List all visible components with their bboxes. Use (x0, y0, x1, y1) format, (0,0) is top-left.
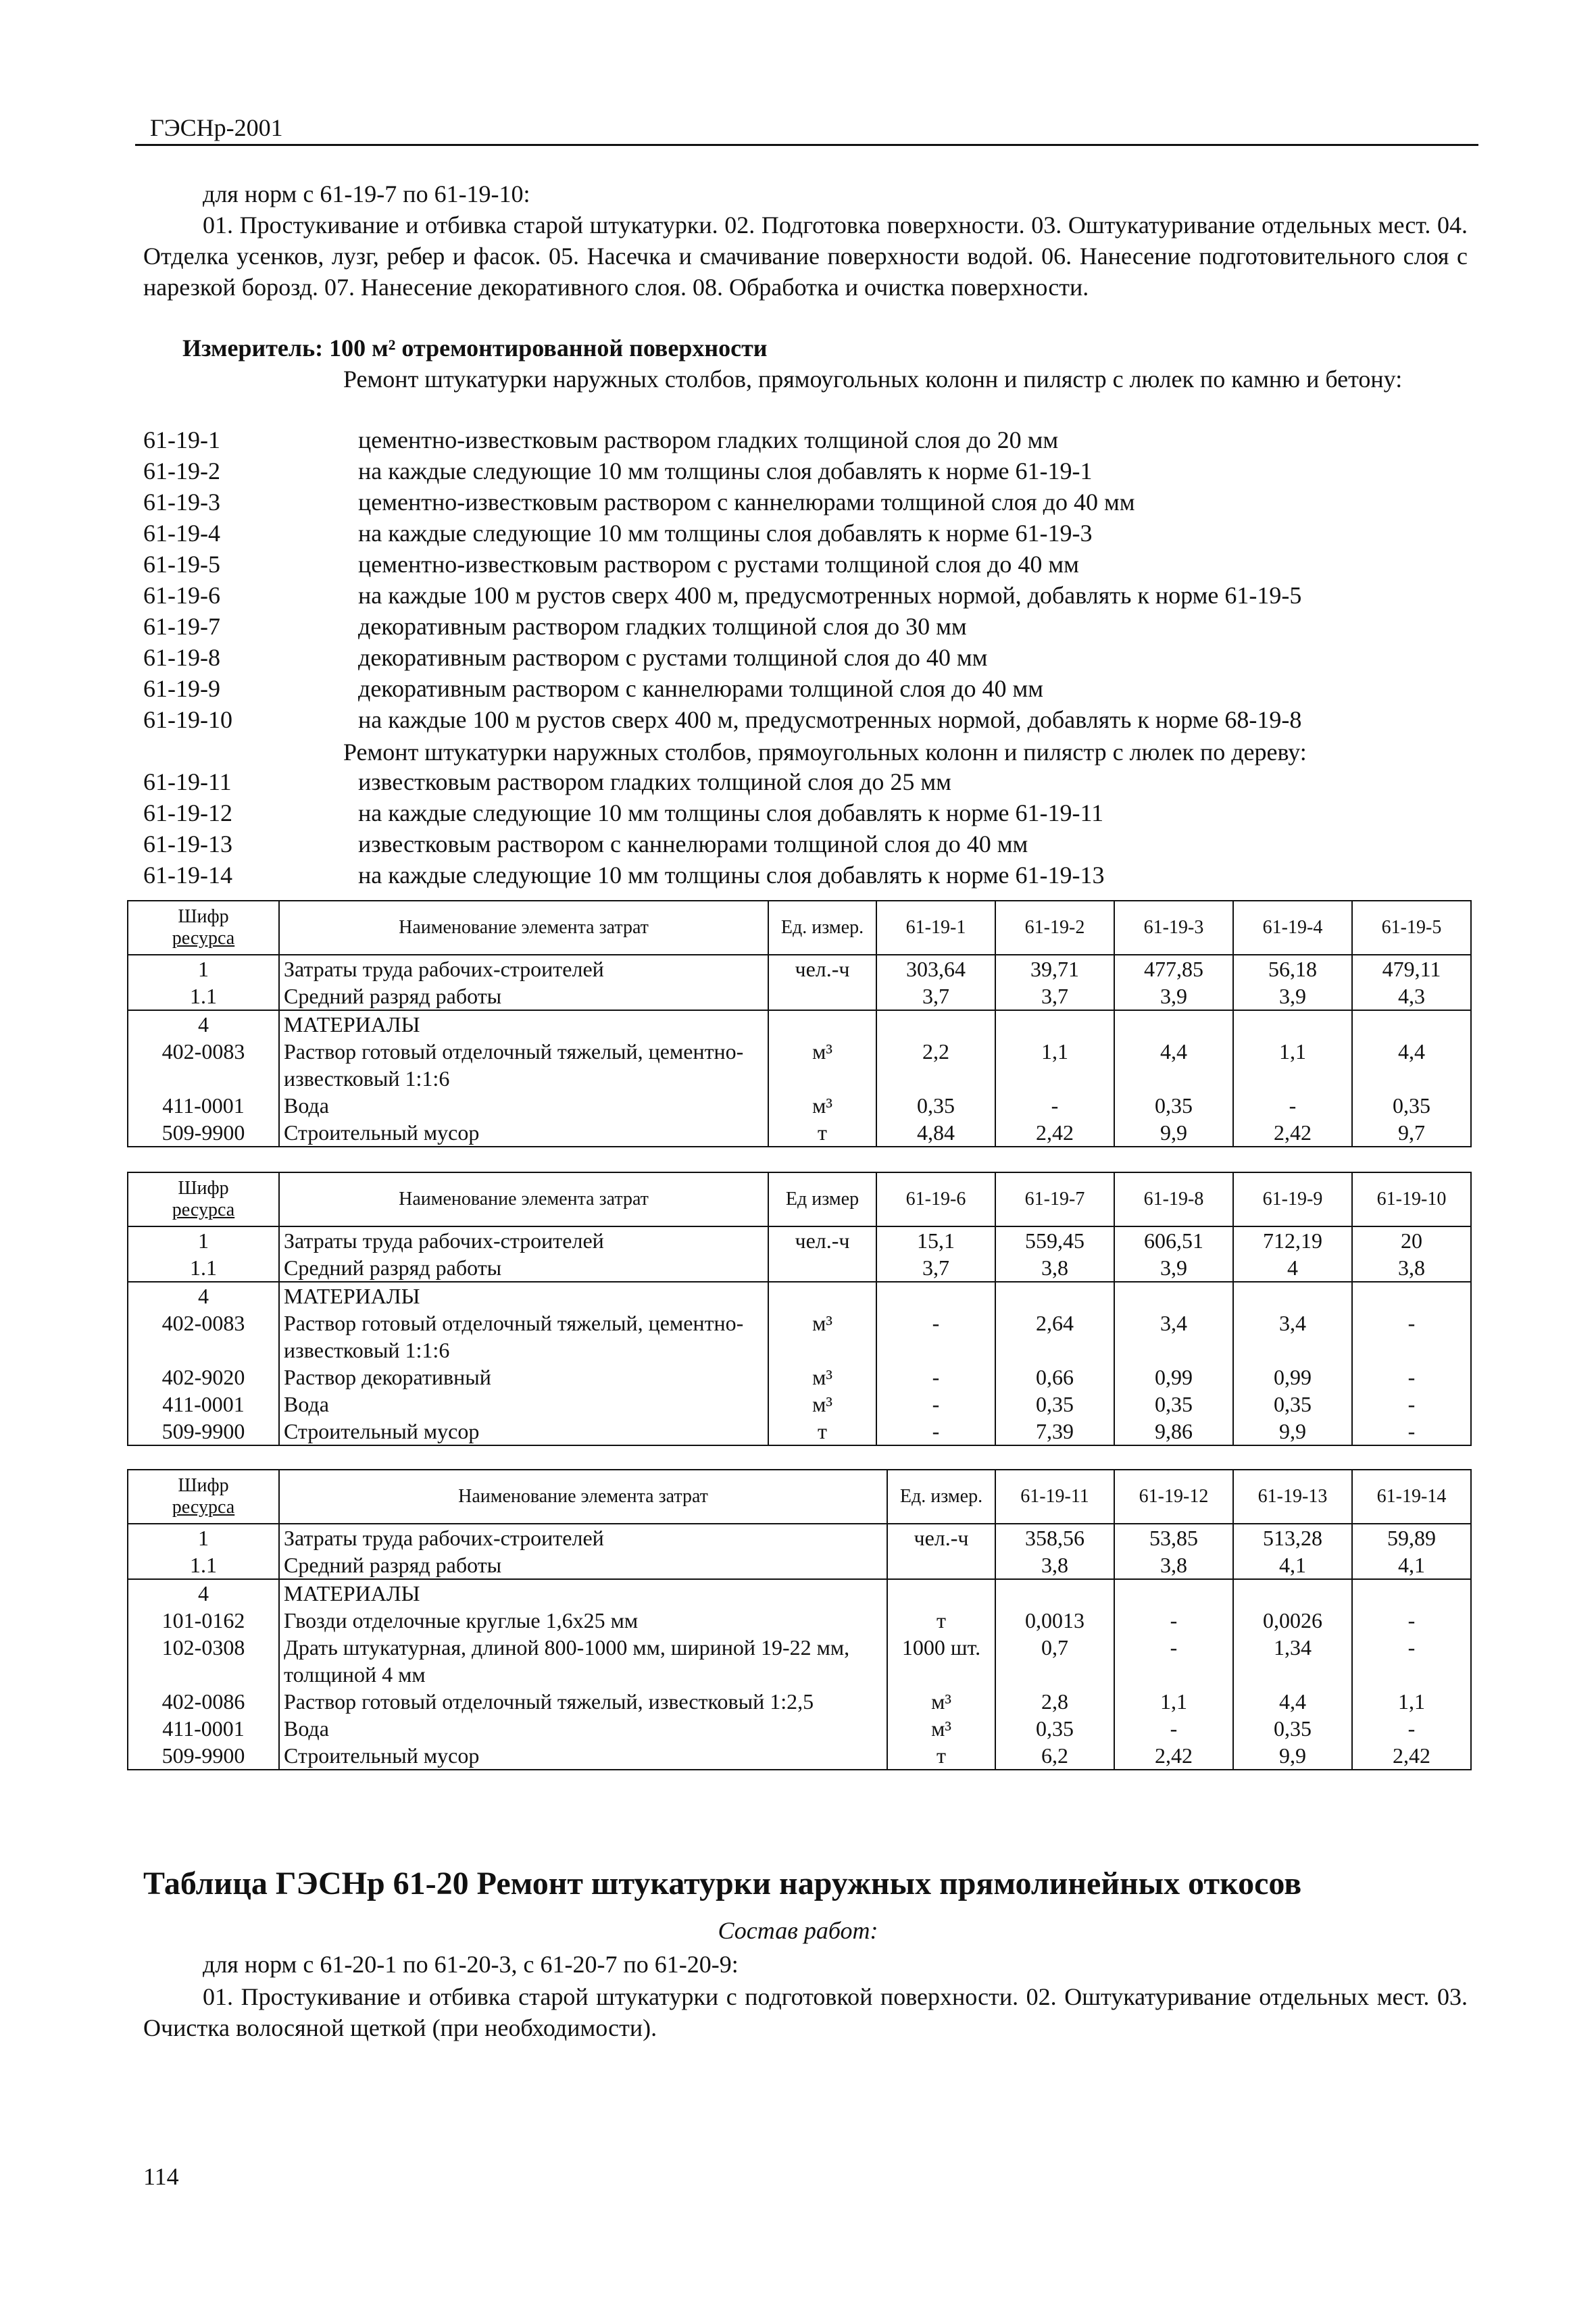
table-row: 1.1 Средний разряд работы 3,8 3,8 4,1 4,1 (128, 1551, 1471, 1579)
header-name: Наименование элемента затрат (279, 1172, 768, 1226)
table-row: 1 Затраты труда рабочих-строителей чел.-ч 15,1 559,45 606,51 712,19 20 (128, 1226, 1471, 1254)
norm-code: 61-19-1 (143, 426, 220, 453)
section-title: Таблица ГЭСНр 61-20 Ремонт штукатурки наружных прямолинейных откосов (143, 1866, 1302, 1901)
header-col: 61-19-6 (876, 1172, 995, 1226)
section-subtitle: Состав работ: (718, 1917, 878, 1944)
table-row: 1.1 Средний разряд работы 3,7 3,7 3,9 3,9 4,3 (128, 982, 1471, 1010)
header-col: 61-19-5 (1352, 901, 1471, 955)
norm-desc: цементно-известковым раствором с каннелюрами толщиной слоя до 40 мм (358, 489, 1135, 516)
header-col: 61-19-11 (995, 1470, 1114, 1524)
resource-table-2 (127, 1172, 1472, 1446)
header-col: 61-19-8 (1114, 1172, 1233, 1226)
norm-code: 61-19-13 (143, 830, 232, 857)
norm-code: 61-19-2 (143, 457, 220, 484)
norm-code: 61-19-7 (143, 613, 220, 640)
norm-desc: известковым раствором с каннелюрами толщиной слоя до 40 мм (358, 830, 1028, 857)
norm-desc: на каждые 100 м рустов сверх 400 м, предусмотренных нормой, добавлять к норме 68-19-8 (358, 706, 1302, 733)
norm-desc: на каждые следующие 10 мм толщины слоя добавлять к норме 61-19-1 (358, 457, 1093, 484)
page-number: 114 (143, 2163, 179, 2190)
norm-desc: декоративным раствором с рустами толщиной слоя до 40 мм (358, 644, 988, 671)
header-code: Шифр ресурса (128, 1470, 279, 1524)
works-range: для норм с 61-19-7 по 61-19-10: (203, 180, 530, 207)
table-row: 411-0001 Вода м³ 0,35 - 0,35 - 0,35 (128, 1092, 1471, 1119)
header-col: 61-19-14 (1352, 1470, 1471, 1524)
norm-desc: на каждые следующие 10 мм толщины слоя добавлять к норме 61-19-11 (358, 799, 1104, 826)
header-col: 61-19-2 (995, 901, 1114, 955)
norm-desc: декоративным раствором с каннелюрами толщиной слоя до 40 мм (358, 675, 1044, 702)
norm-code: 61-19-8 (143, 644, 220, 671)
header-code: Шифр ресурса (128, 1172, 279, 1226)
norm-code: 61-19-11 (143, 768, 232, 795)
norm-code: 61-19-10 (143, 706, 232, 733)
group-header-stone: Ремонт штукатурки наружных столбов, прямоугольных колонн и пилястр с люлек по камню и бетону: (343, 366, 1403, 393)
norm-code: 61-19-6 (143, 582, 220, 609)
table-row: 402-0083 Раствор готовый отделочный тяжелый, цементно-известковый 1:1:6 м³ - 2,64 3,4 3,4 - (128, 1310, 1471, 1364)
table-row: 101-0162 Гвозди отделочные круглые 1,6х25 мм т 0,0013 - 0,0026 - (128, 1607, 1471, 1634)
header-name: Наименование элемента затрат (279, 1470, 887, 1524)
header-unit: Ед. измер. (768, 901, 876, 955)
norm-code: 61-19-3 (143, 489, 220, 516)
header-code: Шифр ресурса (128, 901, 279, 955)
table-row: 411-0001 Вода м³ - 0,35 0,35 0,35 - (128, 1391, 1471, 1418)
norm-desc: на каждые следующие 10 мм толщины слоя добавлять к норме 61-19-3 (358, 520, 1093, 547)
header-col: 61-19-9 (1233, 1172, 1352, 1226)
header-col: 61-19-12 (1114, 1470, 1233, 1524)
header-col: 61-19-13 (1233, 1470, 1352, 1524)
norm-desc: декоративным раствором гладких толщиной слоя до 30 мм (358, 613, 967, 640)
header-col: 61-19-1 (876, 901, 995, 955)
norm-code: 61-19-9 (143, 675, 220, 702)
table-row: 1.1 Средний разряд работы 3,7 3,8 3,9 4 3,8 (128, 1254, 1471, 1282)
table-row: 509-9900 Строительный мусор т 6,2 2,42 9,9 2,42 (128, 1742, 1471, 1770)
norm-desc: на каждые 100 м рустов сверх 400 м, предусмотренных нормой, добавлять к норме 61-19-5 (358, 582, 1302, 609)
header-col: 61-19-7 (995, 1172, 1114, 1226)
resource-table-3 (127, 1469, 1472, 1770)
header-name: Наименование элемента затрат (279, 901, 768, 955)
table-row: 102-0308 Драть штукатурная, длиной 800-1000 мм, шириной 19-22 мм, толщиной 4 мм 1000 шт. 0,7 - 1,34 - (128, 1634, 1471, 1688)
works-description-61-20: 01. Простукивание и отбивка старой штукатурки с подготовкой поверхности. 02. Оштукатуривание отдельных мест. 03. Очистка волосяной щеткой (при необходимости). (143, 1983, 1468, 2041)
norm-desc: на каждые следующие 10 мм толщины слоя добавлять к норме 61-19-13 (358, 862, 1105, 889)
table-row: 4 МАТЕРИАЛЫ (128, 1579, 1471, 1607)
table-row: 4 МАТЕРИАЛЫ (128, 1010, 1471, 1038)
table-row: 509-9900 Строительный мусор т - 7,39 9,86 9,9 - (128, 1418, 1471, 1445)
table-row: 1 Затраты труда рабочих-строителей чел.-ч 358,56 53,85 513,28 59,89 (128, 1524, 1471, 1551)
table-row: 402-0083 Раствор готовый отделочный тяжелый, цементно-известковый 1:1:6 м³ 2,2 1,1 4,4 1,1 4,4 (128, 1038, 1471, 1092)
norm-desc: цементно-известковым раствором с рустами толщиной слоя до 40 мм (358, 551, 1079, 578)
norm-code: 61-19-14 (143, 862, 232, 889)
resource-table-1 (127, 900, 1472, 1147)
table-row: 402-0086 Раствор готовый отделочный тяжелый, известковый 1:2,5 м³ 2,8 1,1 4,4 1,1 (128, 1688, 1471, 1715)
table-row: 411-0001 Вода м³ 0,35 - 0,35 - (128, 1715, 1471, 1742)
norm-code: 61-19-5 (143, 551, 220, 578)
norm-code: 61-19-12 (143, 799, 232, 826)
header-rule (135, 144, 1478, 146)
norm-desc: известковым раствором гладких толщиной слоя до 25 мм (358, 768, 951, 795)
meter-label: Измеритель: 100 м² отремонтированной поверхности (182, 334, 768, 362)
works-range-61-20: для норм с 61-20-1 по 61-20-3, с 61-20-7 по 61-20-9: (203, 1951, 739, 1978)
norm-desc: цементно-известковым раствором гладких толщиной слоя до 20 мм (358, 426, 1059, 453)
header-col: 61-19-10 (1352, 1172, 1471, 1226)
works-description: 01. Простукивание и отбивка старой штукатурки. 02. Подготовка поверхности. 03. Оштукатуривание отдельных мест. 04. Отделка усенков, лузг, ребер и фасок. 05. Насечка и смачивание поверхности водой. 06. Нанесение подготовительного слоя с нарезкой борозд. 07. Нанесение декоративного слоя. 08. Обработка и очистка поверхности. (143, 211, 1468, 301)
group-header-wood: Ремонт штукатурки наружных столбов, прямоугольных колонн и пилястр с люлек по дереву: (343, 739, 1307, 766)
norm-code: 61-19-4 (143, 520, 220, 547)
table-row: 4 МАТЕРИАЛЫ (128, 1282, 1471, 1310)
table-row: 1 Затраты труда рабочих-строителей чел.-ч 303,64 39,71 477,85 56,18 479,11 (128, 955, 1471, 982)
header-col: 61-19-3 (1114, 901, 1233, 955)
table-row: 509-9900 Строительный мусор т 4,84 2,42 9,9 2,42 9,7 (128, 1119, 1471, 1147)
document-code: ГЭСНр-2001 (150, 114, 283, 141)
header-col: 61-19-4 (1233, 901, 1352, 955)
header-unit: Ед измер (768, 1172, 876, 1226)
table-row: 402-9020 Раствор декоративный м³ - 0,66 0,99 0,99 - (128, 1364, 1471, 1391)
header-unit: Ед. измер. (887, 1470, 995, 1524)
